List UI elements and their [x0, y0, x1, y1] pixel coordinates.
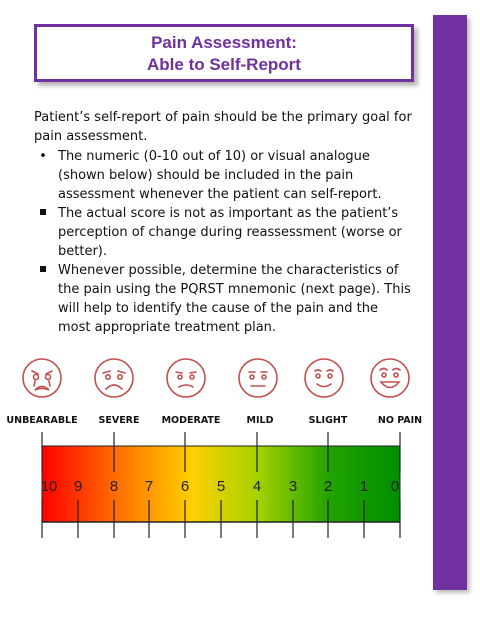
label-moderate: MODERATE	[161, 415, 221, 426]
scale-number: 2	[323, 478, 333, 495]
face-unbearable-icon	[20, 356, 64, 400]
label-severe: SEVERE	[98, 415, 140, 426]
pain-faces	[0, 356, 430, 406]
scale-number: 4	[252, 478, 262, 495]
page-title-line-2: Able to Self-Report	[147, 55, 301, 74]
scale-number: 3	[288, 478, 298, 495]
page-title-line-1: Pain Assessment:	[151, 33, 297, 52]
scale-number: 8	[109, 478, 119, 495]
list-item	[34, 147, 414, 204]
pain-scale	[0, 432, 440, 552]
body-text	[34, 108, 414, 337]
scale-number: 0	[390, 478, 400, 495]
scale-number: 7	[144, 478, 154, 495]
list-item-text: Whenever possible, determine the characteristics of the pain using the PQRST mnemonic (next page). This will help to identify the cause of the pain and the most appropriate treatment plan.	[58, 263, 411, 335]
label-slight: SLIGHT	[308, 415, 348, 426]
face-mild-icon	[236, 356, 280, 400]
face-moderate-icon	[164, 356, 208, 400]
bullet-square-icon	[36, 204, 50, 223]
label-no-pain: NO PAIN	[377, 415, 423, 426]
title-box	[34, 24, 414, 82]
label-unbearable: UNBEARABLE	[6, 415, 78, 426]
pain-level-labels	[0, 415, 440, 431]
scale-number: 1	[359, 478, 369, 495]
scale-number: 5	[216, 478, 226, 495]
scale-number: 10	[40, 478, 58, 495]
list-item	[34, 261, 414, 337]
list-item	[34, 204, 414, 261]
list-item-text: The numeric (0-10 out of 10) or visual analogue (shown below) should be included in the pain assessment whenever the patient can self-report.	[58, 149, 382, 202]
bullet-list	[34, 147, 414, 337]
face-severe-icon	[92, 356, 136, 400]
bullet-square-icon	[36, 261, 50, 280]
face-slight-icon	[302, 356, 346, 400]
bullet-dot-icon: •	[39, 149, 47, 164]
list-item-text: The actual score is not as important as the patient’s perception of change during reassessment (worse or better).	[58, 206, 402, 259]
label-mild: MILD	[246, 415, 274, 426]
scale-number: 9	[73, 478, 83, 495]
face-no-pain-icon	[368, 356, 412, 400]
intro-paragraph: Patient’s self-report of pain should be the primary goal for pain assessment.	[34, 110, 412, 144]
scale-number: 6	[180, 478, 190, 495]
